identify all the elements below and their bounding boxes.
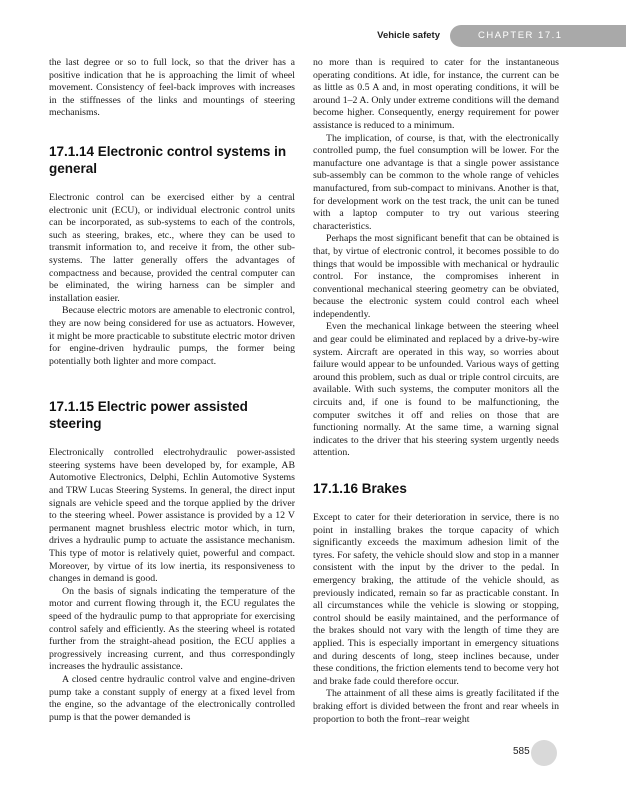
paragraph: Even the mechanical linkage between the steering wheel and gear could be eliminated and replaced by a drive-by-wire system. Aircraft are operated in this way, so worries about failure would appear to be unfounded. Various ways of getting around this problem, such as dual or triple control circuits, are available. With such systems, the computer monitors all the circuits and, if one is found to be malfunctioning, the computer switches it off and relies on those that are functioning normally. At the same time, a warning signal indicates to the driver that his steering system urgently needs attention. [313, 321, 559, 459]
right-column [313, 57, 559, 726]
folio-circle [531, 740, 557, 766]
left-column [49, 57, 295, 724]
section-heading-17-1-15: 17.1.15 Electric power assisted steering [49, 399, 248, 432]
paragraph: the last degree or so to full lock, so that the driver has a positive indication that he is approaching the limit of wheel movement. Consistency of feel-back improves with increases in the stiffnesses of the links and mountings of steering mechanisms. [49, 57, 295, 119]
running-head-section: Vehicle safety [377, 30, 440, 41]
chapter-tab: CHAPTER 17.1 [450, 25, 626, 47]
paragraph: A closed centre hydraulic control valve and engine-driven pump take a constant supply of energy at a fixed level from the engine, so the advantage of the electronically controlled pump is that the power demanded is [49, 673, 295, 723]
paragraph: Except to cater for their deterioration in service, there is no point in installing brakes the torque capacity of which significantly exceeds the maximum adhesion limit of the tyres. For safety, the vehicle should slow and stop in a manner consistent with the input by the driver to the pedal. In emergency braking, the attitude of the vehicle should, as previously indicated, remain so far as practicable constant. In all circumstances while the vehicle is slowing or stopping, control should be easily maintained, and the performance of the brakes should not vary with the length of time they are applied. This is especially important in emergency situations and during descents of long, steep inclines because, under these conditions, the friction elements tend to become very hot and brake fade could therefore occur. [313, 512, 559, 687]
paragraph: On the basis of signals indicating the temperature of the motor and current flowing through it, the ECU regulates the speed of the hydraulic pump to that appropriate for exercising control safely and efficiently. As the steering wheel is rotated further from the straight-ahead position, the ECU applies a progressively increasing current, and thus correspondingly increases the hydraulic assistance. [49, 585, 295, 673]
paragraph: Because electric motors are amenable to electronic control, they are now being considered for use as actuators. However, it might be more practicable to substitute electric motor driven for engine-driven hydraulic pumps, the former being potentially both lighter and more compact. [49, 305, 295, 367]
paragraph: Electronic control can be exercised either by a central electronic unit (ECU), or individual electronic control units can be incorporated, as sub-systems to each of the controls, such as steering, brakes, etc., where they can be used to transmit information to, and receive it from, the other sub-systems. The latter generally offers the advantages of compactness and because, provided the central computer can be eliminated, the wiring harness can be simpler and installation easier. [49, 191, 295, 304]
section-heading-17-1-14: 17.1.14 Electronic control systems in general [49, 143, 287, 176]
paragraph: The implication, of course, is that, with the electronically controlled pump, the fuel consumption will be lower. For the manufacture one advantage is that a single power assistance sub-assembly can be common to the whole range of vehicles manufactured, from sub-compact to minivans. Another is that, for development work on the test track, the unit can be tuned with a laptop computer to try out various steering characteristics. [313, 132, 559, 232]
page-folio [505, 740, 561, 766]
paragraph: Electronically controlled electrohydraulic power-assisted steering systems have been developed by, for example, AB Automotive Electronics, Delphi, Echlin Automotive Systems and TRW Lucas Steering Systems. In general, the direct input signals are vehicle speed and the torque applied by the driver to the steering wheel. Power assistance is provided by a 12 V permanent magnet brushless electric motor which, in turn, drives a hydraulic pump to actuate the assistance mechanism. This type of motor is relatively quiet, powerful and compact. Moreover, by virtue of its low inertia, its responsiveness to changes in demand is good. [49, 447, 295, 585]
paragraph: no more than is required to cater for the instantaneous operating conditions. At idle, for instance, the current can be as little as 0.5 A and, in most operating conditions, it will be around 1–2 A. Only under extreme conditions will the demand become higher. Consequently, energy requirement for power assistance is reduced to a minimum. [313, 57, 559, 131]
paragraph: The attainment of all these aims is greatly facilitated if the braking effort is divided between the front and rear wheels in proportion to both the front–rear weight [313, 688, 559, 725]
page-number: 585 [513, 746, 530, 757]
section-heading-17-1-16: 17.1.16 Brakes [313, 481, 407, 496]
running-head [366, 25, 626, 47]
paragraph: Perhaps the most significant benefit that can be obtained is that, by virtue of electronic control, it becomes possible to do things that would be impossible with mechanical or hydraulic control. For instance, the compromises inherent in conventional mechanical steering geometry can be obviated, because the electronic system could control each wheel independently. [313, 233, 559, 320]
